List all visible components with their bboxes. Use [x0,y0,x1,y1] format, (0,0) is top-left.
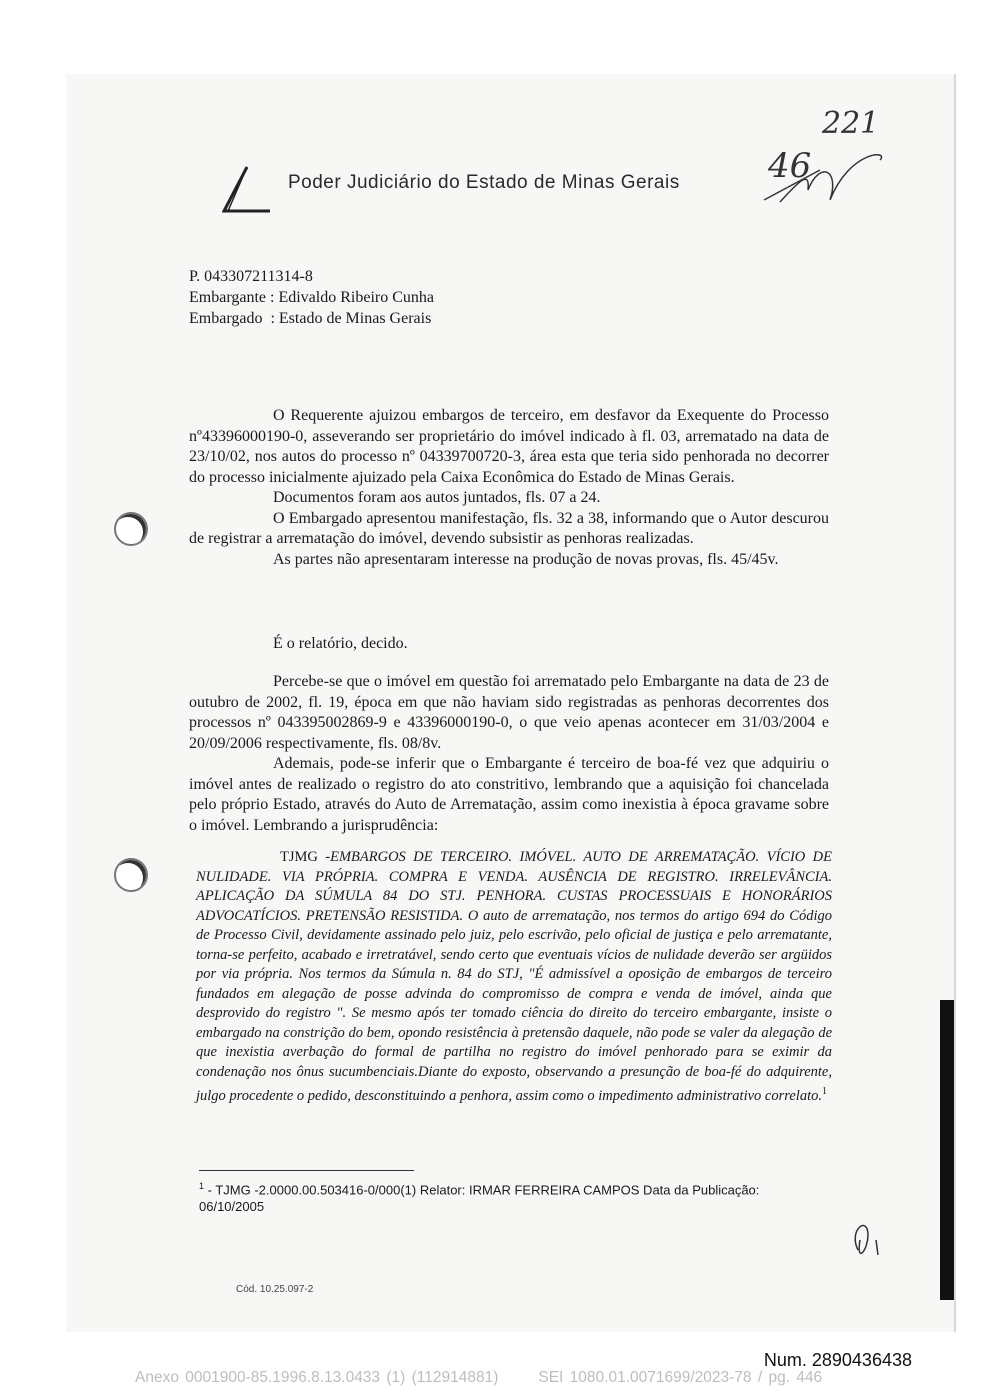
footnote-reference: 1 [821,1086,827,1097]
paragraph: Documentos foram aos autos juntados, fls. 07 a 24. [273,489,601,506]
annex-reference: Anexo 0001900-85.1996.8.13.0433 (1) (112914881) [135,1369,499,1386]
quote-lead: TJMG - [280,849,331,865]
handwritten-page-number-2: 221 [822,106,880,141]
quote-text: EMBARGOS DE TERCEIRO. IMÓVEL. AUTO DE ARREMATAÇÃO. VÍCIO DE NULIDADE. VIA PRÓPRIA. COMPRA E VENDA. AUSÊNCIA DE REGISTRO. IRRELEVÂNCIA. APLICAÇÃO DA SÚMULA 84 DO STJ. PENHORA. CUSTAS PROCESSUAIS E HONORÁRIOS ADVOCATÍCIOS. PRETENSÃO RESISTIDA. O auto de arrematação, nos termos do artigo 694 do Código de Processo Civil, devidamente assinado pelo juiz, pelo escrivão, pelo oficial de justiça e pelo arrematante, torna-se perfeito, acabado e irretratável, sendo certo que eventuais vícios de nulidade deverão ser argüidos por via própria. Nos termos da Súmula n. 84 do STJ, "É admissível a oposição de embargos de terceiro fundados em alegação de posse advinda do compromisso de compra e venda de imóvel, ainda que desprovido do registro ". Se mesmo após ter tomado ciência do direito do terceiro embargante, insiste o embargado na constrição do bem, opondo resistência à pretensão daquele, não pode se valer da alegação de que inexistia averbação do formal de partilha no registro do imóvel penhorado para se eximir da condenação nos ônus sucumbenciais.Diante do exposto, observando a presunção de boa-fé do adquirente, julgo procedente o pedido, desconstituindo a penhora, assim como o impedimento administrativo correlato. [196,849,832,1104]
punch-hole [114,858,148,892]
document-number: Num. 2890436438 [763,1350,912,1370]
court-logo-icon [222,165,272,215]
decision-heading [189,634,829,655]
footnote-mark: 1 [199,1181,205,1191]
punch-hole [114,512,148,546]
case-header [189,266,434,329]
process-number: P. 043307211314-8 [189,268,313,285]
jurisprudence-quote [196,848,832,1106]
handwritten-initial [848,1210,888,1270]
scan-edge [940,1000,954,1300]
paragraph: É o relatório, decido. [273,635,408,652]
paragraph: O Embargado apresentou manifestação, fls. 32 a 38, informando que o Autor descurou de registrar a arrematação do imóvel, devendo subsistir as penhoras realizadas. [189,509,829,547]
footnote-text: - TJMG -2.0000.00.503416-0/000(1) Relator: IRMAR FERREIRA CAMPOS Data da Publicação: 06/10/2005 [199,1182,760,1215]
form-code: Cód. 10.25.097-2 [236,1284,314,1295]
paragraph: As partes não apresentaram interesse na produção de novas provas, fls. 45/45v. [273,550,779,568]
footnote [199,1178,819,1215]
paragraph: Percebe-se que o imóvel em questão foi arrematado pelo Embargante na data de 23 de outubro de 2002, fl. 19, época em que não haviam sido registradas as penhoras decorrentes dos processos nº 043395002869-9 e 43396000190-0, o que veio apenas acontecer em 31/03/2004 e 20/09/2006 respectivamente, fls. 08/8v. [189,673,829,752]
footnote-divider [199,1170,414,1171]
embargante: Embargante : Edivaldo Ribeiro Cunha [189,289,434,306]
paragraph: O Requerente ajuizou embargos de terceiro, em desfavor da Exequente do Processo nº43396000190-0, asseverando ser proprietário do imóvel indicado à fl. 03, arrematado na data de 23/10/02, nos autos do processo nº 04339700720-3, área esta que teria sido penhorada no decorrer do processo inicialmente ajuizado pela Caixa Econômica do Estado de Minas Gerais. [189,407,829,486]
report-section [189,406,829,570]
handwritten-signature [760,140,900,210]
decision-section [189,672,829,836]
paragraph: Ademais, pode-se inferir que o Embargante é terceiro de boa-fé vez que adquiriu o imóvel antes de realizado o registro do ato constritivo, lembrando que a aquisição foi chancelada pelo próprio Estado, através do Auto de Arrematação, assim como inexistia à época gravame sobre o imóvel. Lembrando a jurisprudência: [189,755,829,834]
sei-reference: SEI 1080.01.0071699/2023-78 / pg. 446 [538,1369,823,1386]
court-name: Poder Judiciário do Estado de Minas Gerais [288,172,680,193]
embargado: Embargado : Estado de Minas Gerais [189,310,432,327]
annex-stamp [135,1369,822,1387]
handwritten-page-number: 46 [768,146,812,186]
